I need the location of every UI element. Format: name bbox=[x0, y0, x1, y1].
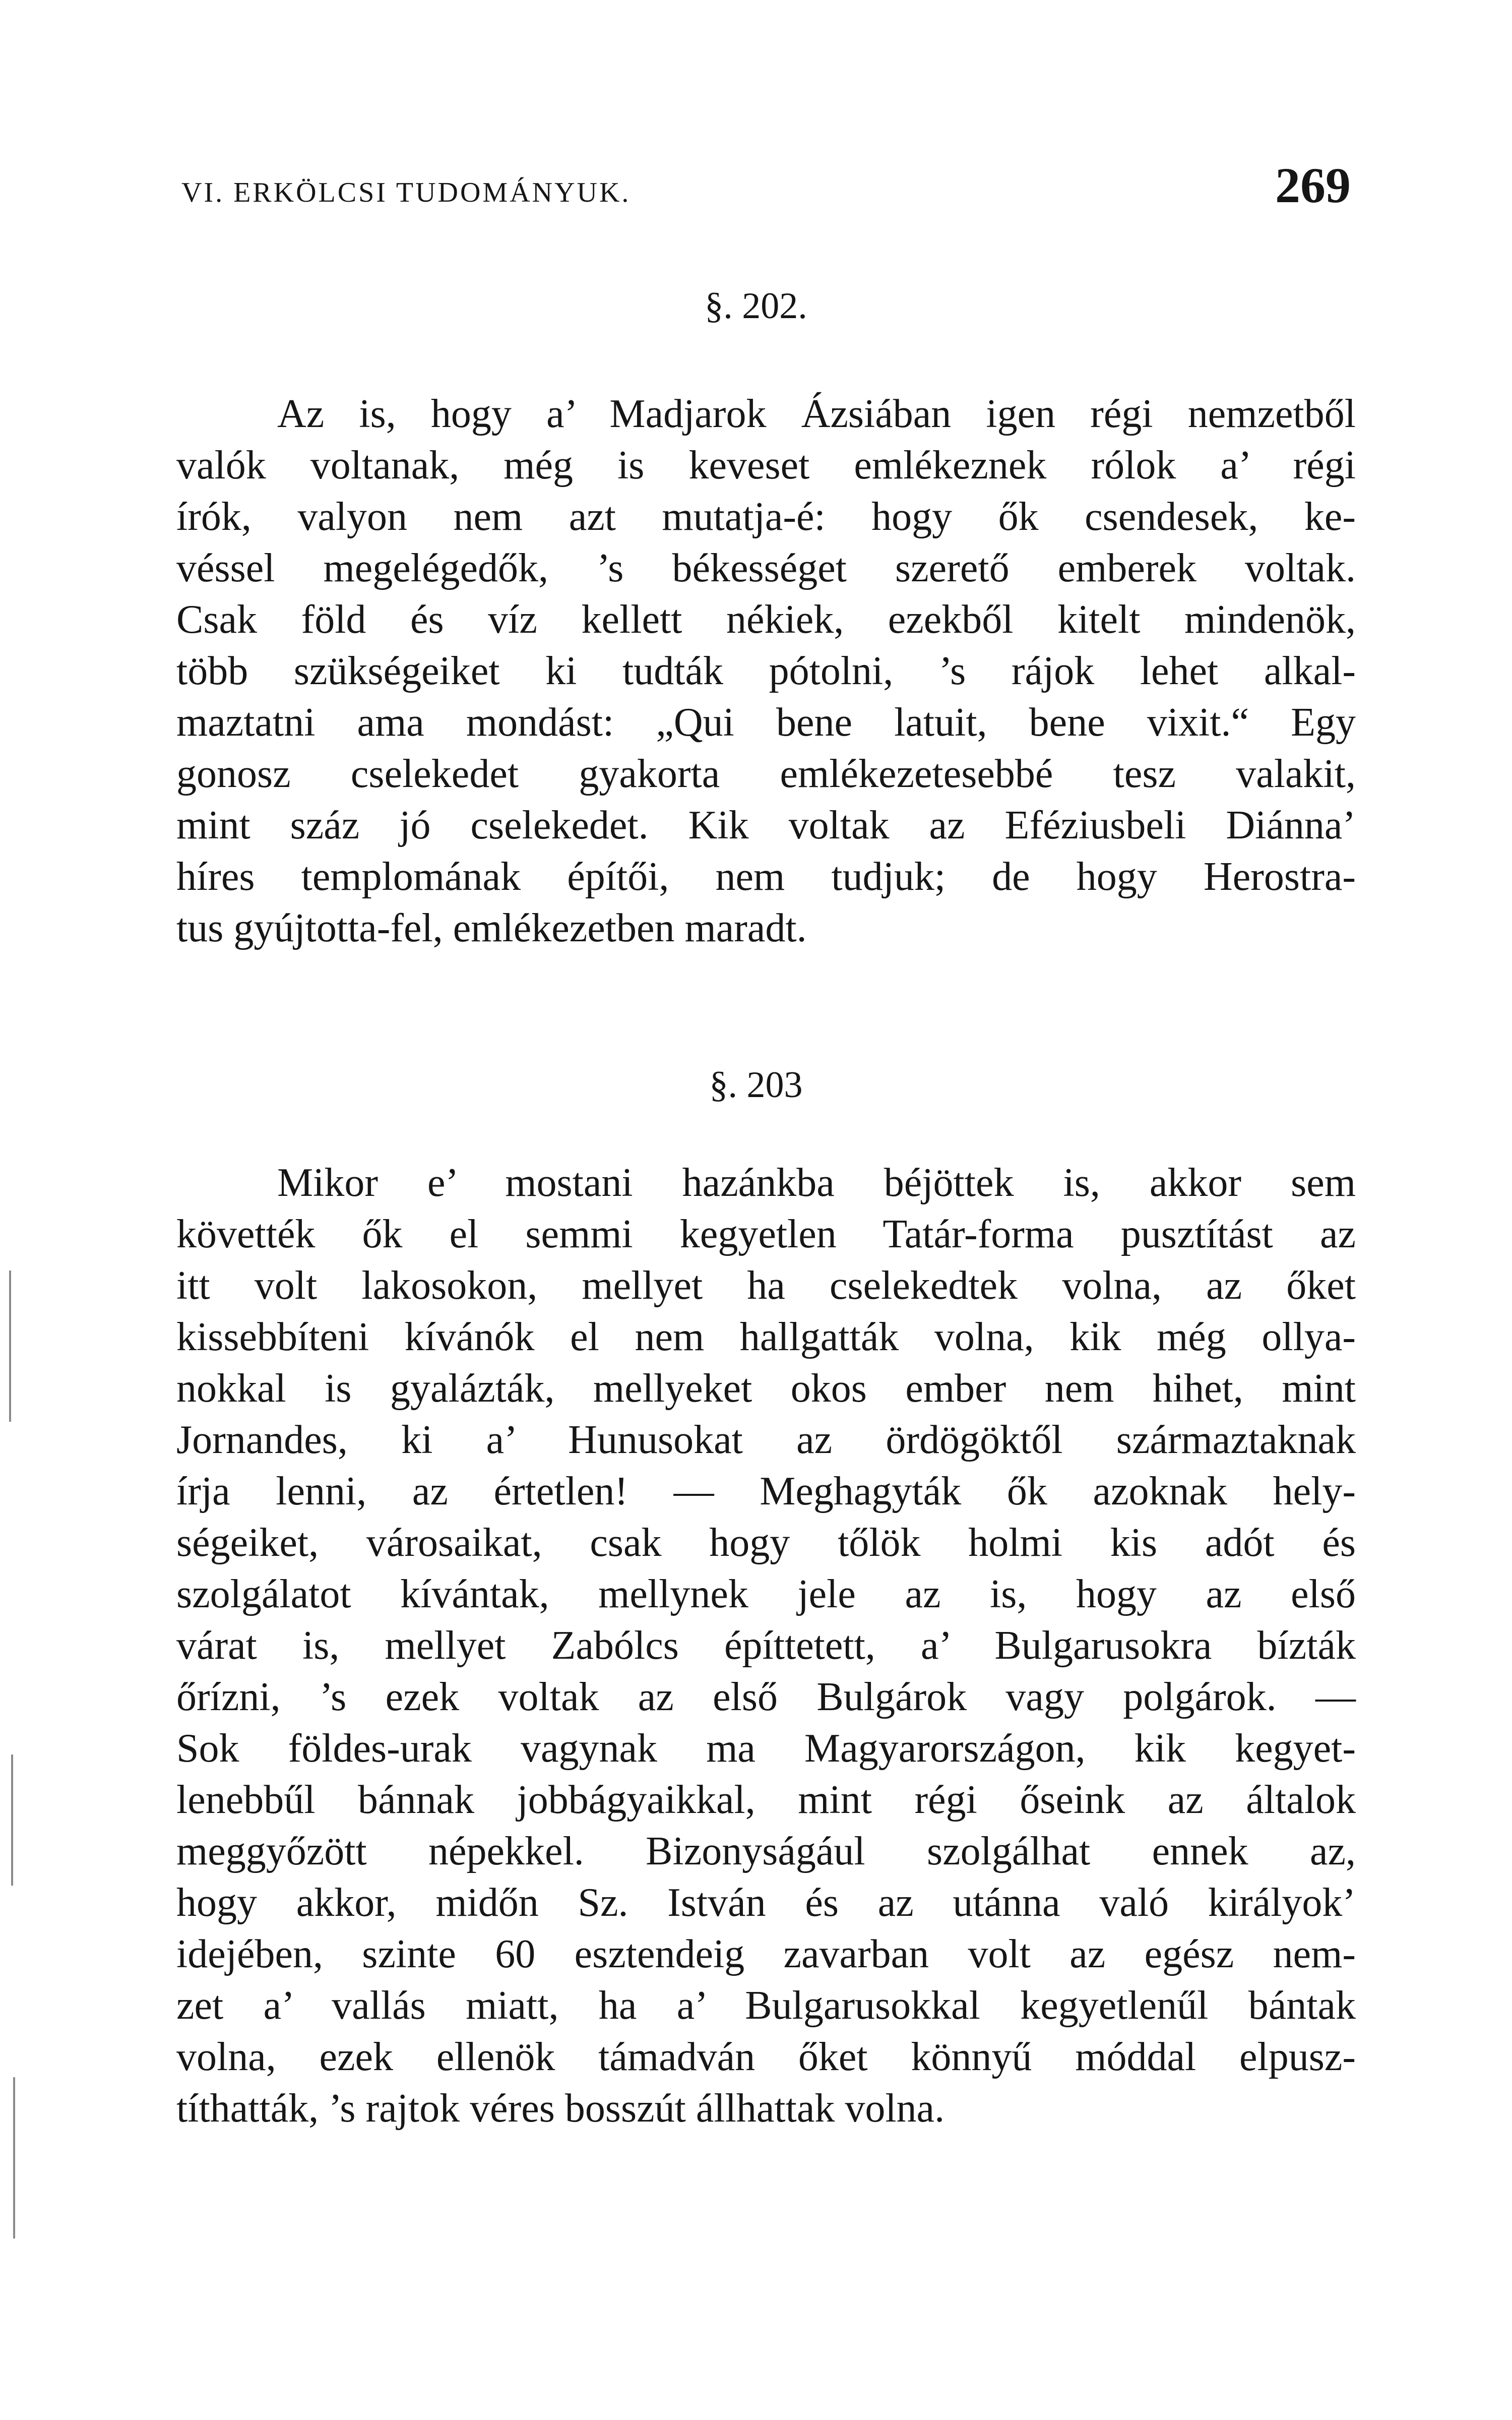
text-line: mint száz jó cselekedet. Kik voltak az Eféziusbeli Diánna’ bbox=[176, 803, 1356, 848]
text-line: írja lenni, az értetlen! — Meghagyták ők azoknak hely- bbox=[176, 1469, 1356, 1514]
text-line: Mikor e’ mostani hazánkba béjöttek is, akkor sem bbox=[277, 1161, 1356, 1205]
text-line: várat is, mellyet Zabólcs építtetett, a’ Bulgarusokra bízták bbox=[176, 1623, 1356, 1668]
text-line: Sok földes-urak vagynak ma Magyarországon, kik kegyet- bbox=[176, 1726, 1356, 1771]
text-line: véssel megelégedők, ’s békességet szerető emberek voltak. bbox=[176, 546, 1356, 590]
running-title: VI. ERKÖLCSI TUDOMÁNYUK. bbox=[181, 177, 631, 208]
scan-mark bbox=[13, 2077, 15, 2238]
text-line: meggyőzött népekkel. Bizonyságául szolgálhat ennek az, bbox=[176, 1829, 1356, 1873]
text-line: őrízni, ’s ezek voltak az első Bulgárok vagy polgárok. — bbox=[176, 1675, 1356, 1719]
text-line: idejében, szinte 60 esztendeig zavarban volt az egész nem- bbox=[176, 1932, 1356, 1976]
text-line: tus gyújtotta-fel, emlékezetben maradt. bbox=[176, 906, 807, 950]
text-line: követték ők el semmi kegyetlen Tatár-forma pusztítást az bbox=[176, 1212, 1356, 1256]
section-heading-203: §. 203 bbox=[709, 1064, 803, 1106]
text-line: több szükségeiket ki tudták pótolni, ’s rájok lehet alkal- bbox=[176, 649, 1356, 693]
text-line: Csak föld és víz kellett nékiek, ezekből kitelt mindenök, bbox=[176, 597, 1356, 642]
text-line: itt volt lakosokon, mellyet ha cselekedtek volna, az őket bbox=[176, 1263, 1356, 1308]
page-number: 269 bbox=[1275, 157, 1351, 213]
text-line: maztatni ama mondást: „Qui bene latuit, bene vixit.“ Egy bbox=[176, 700, 1356, 745]
text-line: kissebbíteni kívánók el nem hallgatták volna, kik még ollya- bbox=[176, 1315, 1356, 1359]
text-line: títhatták, ’s rajtok véres bosszút állhattak volna. bbox=[176, 2086, 945, 2131]
running-head bbox=[181, 157, 1351, 227]
text-line: gonosz cselekedet gyakorta emlékezetesebbé tesz valakit, bbox=[176, 752, 1356, 796]
paragraph-202 bbox=[176, 388, 1356, 954]
text-line: zet a’ vallás miatt, ha a’ Bulgarusokkal kegyetlenűl bántak bbox=[176, 1983, 1356, 2028]
text-line: hogy akkor, midőn Sz. István és az utánna való királyok’ bbox=[176, 1881, 1356, 1925]
text-line: híres templomának építői, nem tudjuk; de hogy Herostra- bbox=[176, 855, 1356, 899]
text-line: Az is, hogy a’ Madjarok Ázsiában igen régi nemzetből bbox=[277, 392, 1356, 436]
text-line: nokkal is gyalázták, mellyeket okos ember nem hihet, mint bbox=[176, 1366, 1356, 1411]
text-line: írók, valyon nem azt mutatja-é: hogy ők csendesek, ke- bbox=[176, 495, 1356, 539]
paragraph-203 bbox=[176, 1157, 1356, 2134]
text-line: Jornandes, ki a’ Hunusokat az ördögöktől származtaknak bbox=[176, 1418, 1356, 1462]
scan-mark bbox=[11, 1754, 13, 1886]
text-line: valók voltanak, még is keveset emlékeznek rólok a’ régi bbox=[176, 443, 1356, 488]
scan-mark bbox=[9, 1270, 11, 1422]
text-line: ségeiket, városaikat, csak hogy tőlök holmi kis adót és bbox=[176, 1521, 1356, 1565]
section-heading-202: §. 202. bbox=[705, 285, 807, 327]
text-line: lenebbűl bánnak jobbágyaikkal, mint régi őseink az általok bbox=[176, 1778, 1356, 1822]
text-line: szolgálatot kívántak, mellynek jele az is, hogy az első bbox=[176, 1572, 1356, 1616]
text-line: volna, ezek ellenök támadván őket könnyű móddal elpusz- bbox=[176, 2035, 1356, 2079]
